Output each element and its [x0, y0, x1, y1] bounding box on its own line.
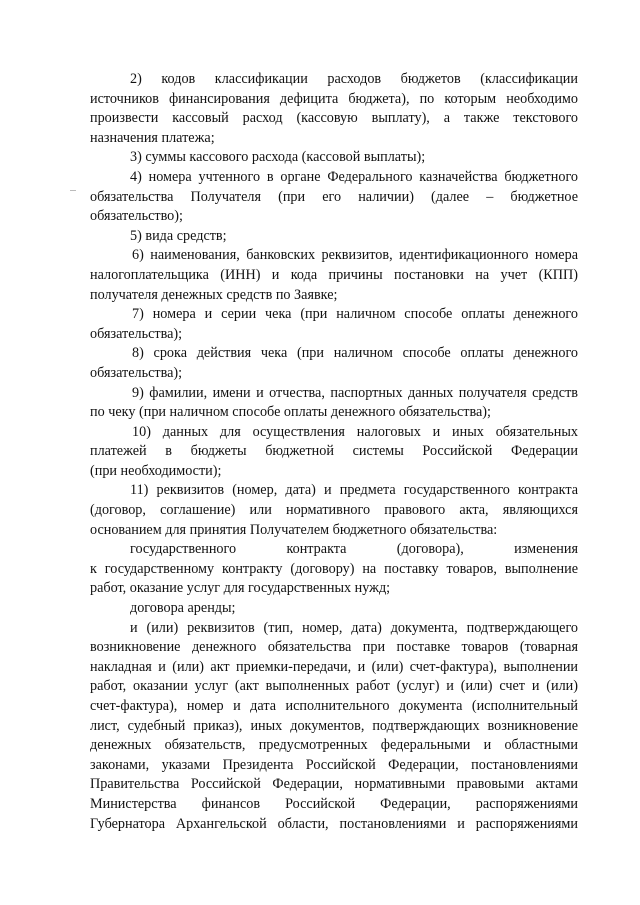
- text-line: обязательство);: [90, 208, 183, 225]
- paragraph-7: [90, 305, 578, 344]
- text-line: произвести кассовый расход (кассовую выплату), а также текстового: [90, 110, 578, 127]
- paragraph-12: [90, 540, 578, 599]
- text-line: Правительства Российской Федерации, нормативными правовыми актами: [90, 776, 578, 793]
- text-line: (договор, соглашение) или нормативного правового акта, являющихся: [90, 502, 578, 519]
- text-line: Губернатора Архангельской области, постановлениями и распоряжениями: [90, 815, 578, 832]
- paragraph-6: [90, 246, 578, 305]
- paragraph-2: [90, 70, 578, 148]
- text-line: 5) вида средств;: [130, 227, 227, 244]
- text-line: платежей в бюджеты бюджетной системы Российской Федерации: [90, 443, 578, 460]
- text-line: (при необходимости);: [90, 462, 222, 479]
- text-line: 6) наименования, банковских реквизитов, идентификационного номера: [132, 247, 578, 264]
- text-line: счет-фактура), номер и дата исполнительного документа (исполнительный: [90, 698, 578, 714]
- text-line: Министерства финансов Российской Федерации, распоряжениями: [90, 795, 578, 812]
- text-line: обязательства Получателя (при его наличии) (далее – бюджетное: [90, 188, 578, 205]
- text-line: договора аренды;: [130, 600, 236, 617]
- text-line: накладная и (или) акт приемки-передачи, и (или) счет-фактура), выполнении: [90, 658, 578, 675]
- text-line: основанием для принятия Получателем бюджетного обязательства:: [90, 521, 498, 538]
- text-line: 2) кодов классификации расходов бюджетов (классификации: [130, 71, 578, 87]
- paragraph-8: [90, 344, 578, 383]
- text-line: денежных обязательств, предусмотренных федеральными и областными: [90, 737, 578, 754]
- paragraph-4: [90, 168, 578, 227]
- text-line: налогоплательщика (ИНН) и кода причины постановки на учет (КПП): [90, 266, 578, 283]
- text-line: 7) номера и серии чека (при наличном способе оплаты денежного: [132, 306, 578, 323]
- paragraph-11: [90, 481, 578, 540]
- text-line: источников финансирования дефицита бюджета), по которым необходимо: [90, 90, 578, 107]
- paragraph-9: [90, 384, 578, 423]
- text-line: лист, судебный приказ), иных документов, подтверждающих возникновение: [90, 717, 578, 734]
- text-line: 10) данных для осуществления налоговых и иных обязательных: [132, 423, 578, 440]
- text-line: государственного контракта (договора), изменения: [130, 541, 578, 558]
- paragraph-5: [90, 227, 578, 247]
- scan-mark: [70, 190, 76, 191]
- paragraph-3: [90, 148, 578, 168]
- paragraph-13: [90, 599, 578, 619]
- text-line: законами, указами Президента Российской Федерации, постановлениями: [90, 756, 578, 773]
- text-line: работ, оказании услуг (акт выполненных работ (услуг) и (или) счет и (или): [90, 678, 578, 695]
- paragraph-10: [90, 423, 578, 482]
- text-line: назначения платежа;: [90, 129, 215, 146]
- text-line: 8) срока действия чека (при наличном способе оплаты денежного: [132, 345, 578, 362]
- paragraph-14: [90, 619, 578, 835]
- text-line: 4) номера учтенного в органе Федерального казначейства бюджетного: [130, 168, 578, 185]
- text-line: 11) реквизитов (номер, дата) и предмета государственного контракта: [130, 482, 578, 499]
- text-line: обязательства);: [90, 325, 183, 342]
- text-line: получателя денежных средств по Заявке;: [90, 286, 338, 303]
- text-line: к государственному контракту (договору) на поставку товаров, выполнение: [90, 560, 578, 577]
- text-line: 9) фамилии, имени и отчества, паспортных данных получателя средств: [132, 384, 578, 401]
- text-line: и (или) реквизитов (тип, номер, дата) документа, подтверждающего: [130, 619, 578, 636]
- text-line: возникновение денежного обязательства при поставке товаров (товарная: [90, 639, 578, 656]
- text-line: обязательства);: [90, 364, 183, 381]
- text-line: по чеку (при наличном способе оплаты денежного обязательства);: [90, 404, 491, 421]
- text-line: 3) суммы кассового расхода (кассовой выплаты);: [130, 149, 426, 166]
- text-line: работ, оказание услуг для государственных нужд;: [90, 580, 391, 597]
